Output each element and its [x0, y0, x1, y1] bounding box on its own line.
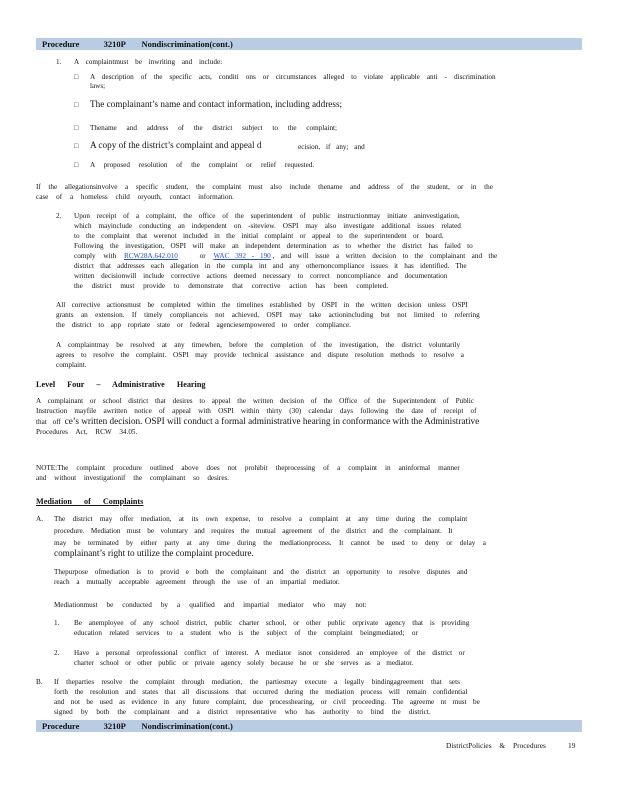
item2-comply-line — [74, 252, 497, 261]
footer-bar-number: 3210P — [103, 721, 126, 731]
conducted-line: Mediationmust be conducted by a qualified and impartial mediator who may not: — [54, 601, 367, 609]
level-big-line — [36, 417, 479, 427]
resolve-line: agrees to resolve the complaint. OSPI may provide technical assistance and dispute resolution methods to resolve a — [56, 351, 464, 359]
sub-line: Have a personal orprofessional conflict of interest. A mediator isnot considered an employee of the district or — [74, 649, 465, 657]
item2-line: the district must provide to demonstrate that corrective action has been completed. — [74, 282, 389, 290]
bullet-mark: □ — [74, 142, 79, 150]
item2-number: 2. — [56, 212, 62, 220]
bullet-mark: □ — [74, 161, 79, 169]
mediation-b-line: signed by both the complainant and a district representative who has authority to bind the district. — [54, 708, 431, 716]
corrective-line: grants an extension. If timely compliancеis not achieved, OSPI may take actionincluding but not limited to referring — [56, 311, 480, 319]
mediation-b-line: If theparties resolve the complaint through mediation, the partiesmay execute a legally bindingagreement that sets — [54, 678, 460, 686]
bullet-mark: □ — [74, 73, 79, 81]
item1-number: 1. — [56, 58, 62, 66]
header-number: 3210P — [103, 39, 126, 49]
level-big-text: ce’s written decision. OSPI will conduct a formal administrative hearing in conformance with the Administrative — [64, 416, 480, 426]
item2-line: Upon receipt of a complaint, the office of the superintendent of public instructionmay initiate aninvestigation, — [74, 212, 460, 220]
item2-line: written decisionwill include corrective actions deemed necessary to correct noncompliance and documentation — [74, 272, 448, 280]
mediation-a-line: may be terminated by either party at any time during the mediationprocess. It cannot be used to deny or delay a — [54, 539, 486, 547]
bullet-mark: □ — [74, 101, 79, 109]
sub-line: charter school or other public or private agency solely because he or she serves as a mediator. — [74, 659, 414, 667]
wac-link[interactable]: WAC 392 - 190 — [213, 252, 271, 260]
procedure-header-bar — [36, 38, 582, 50]
footer-bar-procedure: Procedure — [42, 721, 80, 731]
bullet-text: The complainant’s name and contact information, including address; — [90, 99, 343, 109]
note-line: and without investigationif the complainant so desires. — [36, 474, 230, 482]
mediation-b-line: and not be used as evidence in any future complaint, due processhearing, or civil proceeding. The agreeme nt must be — [54, 698, 480, 706]
comply-pre: comply with — [74, 252, 117, 260]
level-big-pre: that off — [36, 418, 61, 426]
sub-number: 2. — [54, 649, 60, 657]
allegation-line: case of a homeless child oryouth, contact information. — [36, 193, 234, 201]
allegation-line: If the allegationsinvolve a specific student, the complaint must also include thename and address of the student, or in the — [36, 183, 493, 191]
item2-line: to the complaint that werenot included in the initial complaint or appeal to the superintendent or board. — [74, 232, 444, 240]
item1-intro: A complaintmust be inwriting and include: — [74, 58, 223, 66]
resolve-line: A complaintmay be resolved at any timewhen, before the completion of the investigation, the district voluntarily — [56, 341, 461, 349]
bullet-text: Thename and address of the district subject to the complaint; — [90, 124, 338, 132]
bullet-text: A copy of the district’s complaint and appeal d — [90, 140, 262, 150]
corrective-line: All corrective actionsmust be completed within the timelines established by OSPI in the written decision unless OSPI — [56, 301, 468, 309]
page-number: 19 — [568, 741, 576, 750]
level-line: A complainant or school district that desires to appeal the written decision of the Office of the Superintendent of Public — [36, 397, 474, 405]
header-title: Nondiscrimination(cont.) — [141, 39, 233, 49]
mediation-b-line: forth the resolution and states that all discussions that occurred during the mediation process will remain confidential — [54, 688, 468, 696]
comply-post: , and will issue a written decision to the complainant and the — [272, 252, 498, 260]
header-procedure: Procedure — [42, 39, 80, 49]
level-line: Instruction mayfile awritten notice of appeal with OSPI within thirty (30) calendar days following the date of receipt of — [36, 407, 477, 415]
purpose-line: Thepurpose ofmediation is to provid e both the complainant and the district an opportunity to resolve disputes and — [54, 568, 468, 576]
bullet-text: A description of the specific acts, conditi ons or circumstances alleged to violate applicable anti - discrimination — [90, 73, 496, 81]
bullet-text: A proposed resolution of the complaint or relief requested. — [90, 161, 315, 169]
note-line: NOTE:The complaint procedure outlined above does not prohibit theprocessing of a complaint in aninformal manner — [36, 464, 460, 472]
mediation-a-number: A. — [36, 515, 43, 523]
procedure-footer-bar — [36, 720, 582, 732]
item2-line: Following the investigation, OSPI will make an independent determination as to whether the district has failed to — [74, 242, 473, 250]
sub-number: 1. — [54, 619, 60, 627]
mediation-a-line: procedure. Mediation must be voluntary and requires the mutual agreement of the district and the complainant. It — [54, 527, 453, 535]
sub-line: Be anemployee of any school district, public charter school, or other public orprivate agency that is providing — [74, 619, 470, 627]
mediation-heading: Mediation of Complaints — [36, 497, 144, 506]
footer-bar-title: Nondiscrimination(cont.) — [141, 721, 233, 731]
comply-or: or — [199, 252, 206, 260]
rcw-link[interactable]: RCW28A.642.010 — [123, 252, 178, 260]
mediation-a-big-line: complainant’s right to utilize the complaint procedure. — [54, 548, 254, 558]
mediation-b-number: B. — [36, 678, 43, 686]
corrective-line: the district to app ropriate state or federal agenciesempowered to order compliance. — [56, 321, 351, 329]
bullet-text-tail: ecision, if any; and — [298, 143, 365, 151]
footer-label: DistrictPolicies & Procedures — [446, 741, 546, 750]
bullet-mark: □ — [74, 124, 79, 132]
item2-line: district that addresses each allegation in the compla int and any othernoncompliance issues it has identified. The — [74, 262, 467, 270]
resolve-line: complaint. — [56, 361, 87, 369]
level-line: Procedures Act, RCW 34.05. — [36, 428, 138, 436]
bullet-text-cont: laws; — [90, 82, 106, 90]
sub-line: education related services to a student who is the subject of the complaint beingmediated; or — [74, 629, 418, 637]
item2-line: which mayinclude conducting an independent on -siteview. OSPI may also investigate additional issues related — [74, 222, 461, 230]
purpose-line: reach a mutually acceptable agreement through the use of an impartial mediator. — [54, 578, 340, 586]
level-four-heading: Level Four – Administrative Hearing — [36, 380, 206, 389]
mediation-a-line: The district may offer mediation, at its own expense, to resolve a complaint at any time during the complaint — [54, 515, 468, 523]
